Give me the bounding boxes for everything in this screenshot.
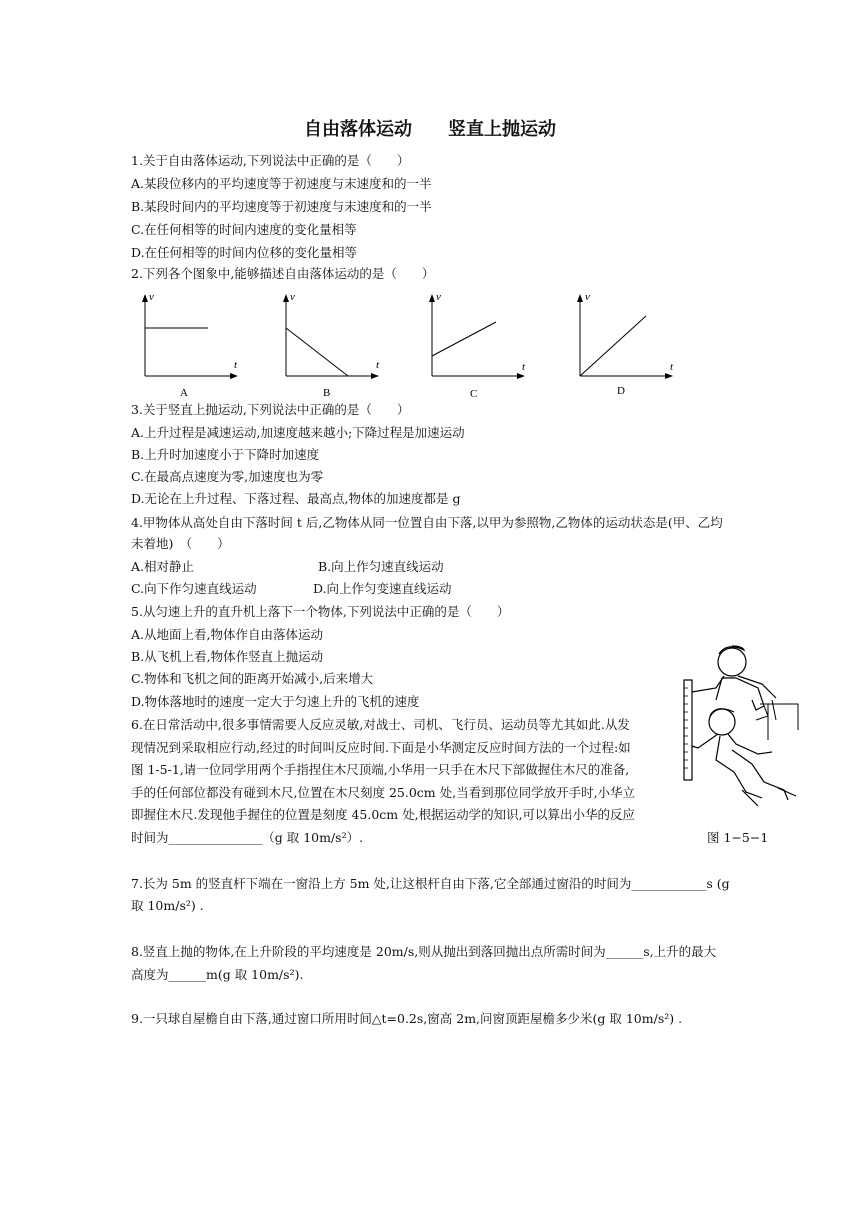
question-6-line-4: 手的任何部位都没有碰到木尺,位置在木尺刻度 25.0cm 处,当看到那位同学放开手时,小华立 [131, 785, 636, 800]
question-6-line-6: 时间为_______________（g 取 10m/s²）. [131, 830, 364, 845]
graph-b-v-label: v [290, 291, 295, 303]
graph-b-label: B [323, 387, 331, 399]
option-5c: C.物体和飞机之间的距离开始减小,后来增大 [131, 671, 374, 686]
graph-a [142, 291, 238, 399]
question-7-line-1: 7.长为 5m 的竖直杆下端在一窗沿上方 5m 处,让这根杆自由下落,它全部通过窗沿的时间为____________s (g [131, 876, 730, 891]
question-5: 5.从匀速上升的直升机上落下一个物体,下列说法中正确的是（ ） [131, 604, 510, 619]
question-8-line-1: 8.竖直上抛的物体,在上升阶段的平均速度是 20m/s,则从抛出到落回抛出点所需时间为______s,上升的最大 [131, 944, 717, 959]
option-4a: A.相对静止 [131, 559, 195, 574]
graph-d-t-label: t [670, 361, 674, 373]
graph-a-v-label: v [149, 291, 154, 303]
option-4c: C.向下作匀速直线运动 [131, 581, 257, 596]
question-4: 4.甲物体从高处自由下落时间 t 后,乙物体从同一位置自由下落,以甲为参照物,乙物体的运动状态是(甲、乙均 [131, 515, 723, 530]
option-5a: A.从地面上看,物体作自由落体运动 [131, 627, 323, 642]
page-title: 自由落体运动 竖直上抛运动 [304, 119, 556, 140]
question-1: 1.关于自由落体运动,下列说法中正确的是（ ） [131, 153, 410, 168]
option-3c: C.在最高点速度为零,加速度也为零 [131, 469, 324, 484]
question-8-line-2: 高度为______m(g 取 10m/s²). [131, 967, 304, 982]
question-3: 3.关于竖直上抛运动,下列说法中正确的是（ ） [131, 402, 410, 417]
graph-d-label: D [617, 385, 625, 397]
question-7-line-2: 取 10m/s²) . [131, 898, 204, 913]
question-9: 9.一只球自屋檐自由下落,通过窗口所用时间△t=0.2s,窗高 2m,问窗顶距屋檐多少米(g 取 10m/s²) . [131, 1011, 683, 1026]
graph-d [577, 291, 674, 397]
reaction-time-illustration [672, 640, 802, 810]
question-2: 2.下列各个图象中,能够描述自由落体运动的是（ ） [131, 266, 435, 281]
question-6-line-3: 图 1-5-1,请一位同学用两个手指捏住木尺顶端,小华用一只手在木尺下部做握住木尺的准备, [131, 762, 630, 777]
option-3b: B.上升时加速度小于下降时加速度 [131, 447, 320, 462]
option-1d: D.在任何相等的时间内位移的变化量相等 [131, 245, 358, 260]
graph-c-label: C [470, 388, 478, 400]
graph-a-label: A [180, 387, 188, 399]
graph-c [429, 291, 526, 400]
graph-b [283, 291, 380, 399]
option-4d: D.向上作匀变速直线运动 [313, 581, 452, 596]
option-3d: D.无论在上升过程、下落过程、最高点,物体的加速度都是 g [131, 491, 461, 506]
option-1c: C.在任何相等的时间内速度的变化量相等 [131, 222, 357, 237]
graph-c-v-label: v [436, 291, 441, 303]
question-6-line-2: 现情况到采取相应行动,经过的时间叫反应时间.下面是小华测定反应时间方法的一个过程:如 [131, 740, 631, 755]
graph-d-v-label: v [585, 291, 590, 303]
option-5d: D.物体落地时的速度一定大于匀速上升的飞机的速度 [131, 694, 420, 709]
question-6-line-5: 即握住木尺.发现他手握住的位置是刻度 45.0cm 处,根据运动学的知识,可以算出小华的反应 [131, 807, 636, 822]
question-4-cont: 未着地) （ ） [131, 536, 230, 551]
figure-caption: 图 1−5−1 [707, 830, 769, 845]
option-5b: B.从飞机上看,物体作竖直上抛运动 [131, 649, 324, 664]
question-6-line-1: 6.在日常活动中,很多事情需要人反应灵敏,对战士、司机、飞行员、运动员等尤其如此.从发 [131, 717, 630, 732]
option-3a: A.上升过程是减速运动,加速度越来越小;下降过程是加速运动 [131, 425, 465, 440]
graph-a-t-label: t [234, 359, 238, 371]
option-1b: B.某段时间内的平均速度等于初速度与末速度和的一半 [131, 199, 432, 214]
graph-c-t-label: t [522, 361, 526, 373]
vt-graphs [120, 286, 700, 402]
graph-b-t-label: t [376, 359, 380, 371]
option-1a: A.某段位移内的平均速度等于初速度与末速度和的一半 [131, 176, 432, 191]
option-4b: B.向上作匀速直线运动 [318, 559, 444, 574]
